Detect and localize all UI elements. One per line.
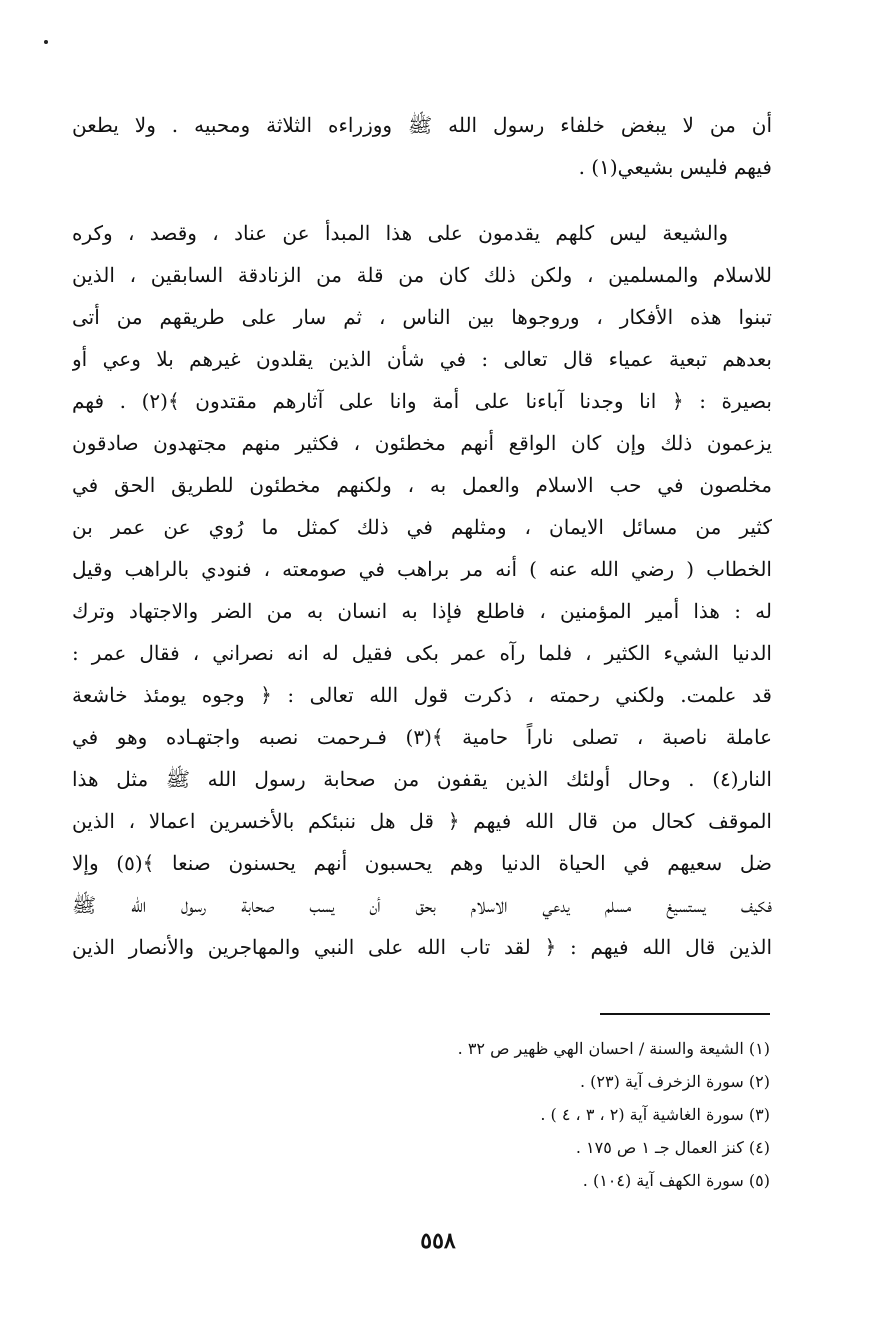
footnote: (١) الشيعة والسنة / احسان الهي ظهير ص ٣٢ . xyxy=(457,1039,770,1058)
text-line: تبنوا هذه الأفكار ، وروجوها بين الناس ، ثم سار على طريقهم من أتى xyxy=(72,305,772,329)
paragraph-2 xyxy=(72,212,772,968)
text-line: أن من لا يبغض خلفاء رسول الله ﷺ ووزراءه الثلاثة ومحبيه . ولا يطعن xyxy=(72,113,772,137)
footnote-divider xyxy=(600,1013,770,1015)
text-line: النار(٤) . وحال أولئك الذين يقفون من صحابة رسول الله ﷺ مثل هذا xyxy=(72,767,772,791)
text-line: بعدهم تبعية عمياء قال تعالى : في شأن الذين يقلدون غيرهم بلا وعي أو xyxy=(72,347,772,371)
text-line: مخلصون في حب الاسلام والعمل به ، ولكنهم مخطئون للطريق الحق في xyxy=(72,473,772,497)
paragraph-1 xyxy=(72,104,772,188)
text-line: والشيعة ليس كلهم يقدمون على هذا المبدأ عن عناد ، وقصد ، وكره xyxy=(72,221,728,245)
footnote: (٣) سورة الغاشية آية (٢ ، ٣ ، ٤ ) . xyxy=(540,1105,770,1124)
footnote: (٥) سورة الكهف آية (١٠٤) . xyxy=(582,1171,770,1190)
page-number: ٥٥٨ xyxy=(420,1228,456,1254)
text-line: الذين قال الله فيهم : ﴿ لقد تاب الله على النبي والمهاجرين والأنصار الذين xyxy=(72,935,772,959)
text-line: يزعمون ذلك وإن كان الواقع أنهم مخطئون ، فكثير منهم مجتهدون صادقون xyxy=(72,431,772,455)
footnotes xyxy=(300,1032,770,1197)
text-line: فكيف يستسيغ مسلم يدعي الاسلام بحق أن يسب صحابة رسول الله ﷺ xyxy=(72,893,772,917)
scan-speck xyxy=(44,40,48,44)
text-line: ضل سعيهم في الحياة الدنيا وهم يحسبون أنهم يحسنون صنعا ﴾(٥) وإلا xyxy=(72,851,772,875)
footnote: (٤) كنز العمال جـ ١ ص ١٧٥ . xyxy=(575,1138,770,1157)
text-line: بصيرة : ﴿ انا وجدنا آباءنا على أمة وانا على آثارهم مقتدون ﴾(٢) . فهم xyxy=(72,389,772,413)
text-line: عاملة ناصبة ، تصلى ناراً حامية ﴾(٣) فـرحمت نصبه واجتهـاده وهو في xyxy=(72,725,772,749)
text-line: الخطاب ( رضي الله عنه ) أنه مر براهب في صومعته ، فنودي بالراهب وقيل xyxy=(72,557,772,581)
text-line: قد علمت. ولكني رحمته ، ذكرت قول الله تعالى : ﴿ وجوه يومئذ خاشعة xyxy=(72,683,772,707)
text-line: له : هذا أمير المؤمنين ، فاطلع فإذا به انسان به من الضر والاجتهاد وترك xyxy=(72,599,772,623)
text-line: فيهم فليس بشيعي(١) . xyxy=(578,155,772,179)
text-line: الموقف كحال من قال الله فيهم ﴿ قل هل ننبئكم بالأخسرين اعمالا ، الذين xyxy=(72,809,772,833)
text-line: الدنيا الشيء الكثير ، فلما رآه عمر بكى فقيل له انه نصراني ، فقال عمر : xyxy=(72,641,772,665)
text-line: للاسلام والمسلمين ، ولكن ذلك كان من قلة من الزنادقة السابقين ، الذين xyxy=(72,263,772,287)
footnote: (٢) سورة الزخرف آية (٢٣) . xyxy=(580,1072,770,1091)
text-line: كثير من مسائل الايمان ، ومثلهم في ذلك كمثل ما رُوي عن عمر بن xyxy=(72,515,772,539)
